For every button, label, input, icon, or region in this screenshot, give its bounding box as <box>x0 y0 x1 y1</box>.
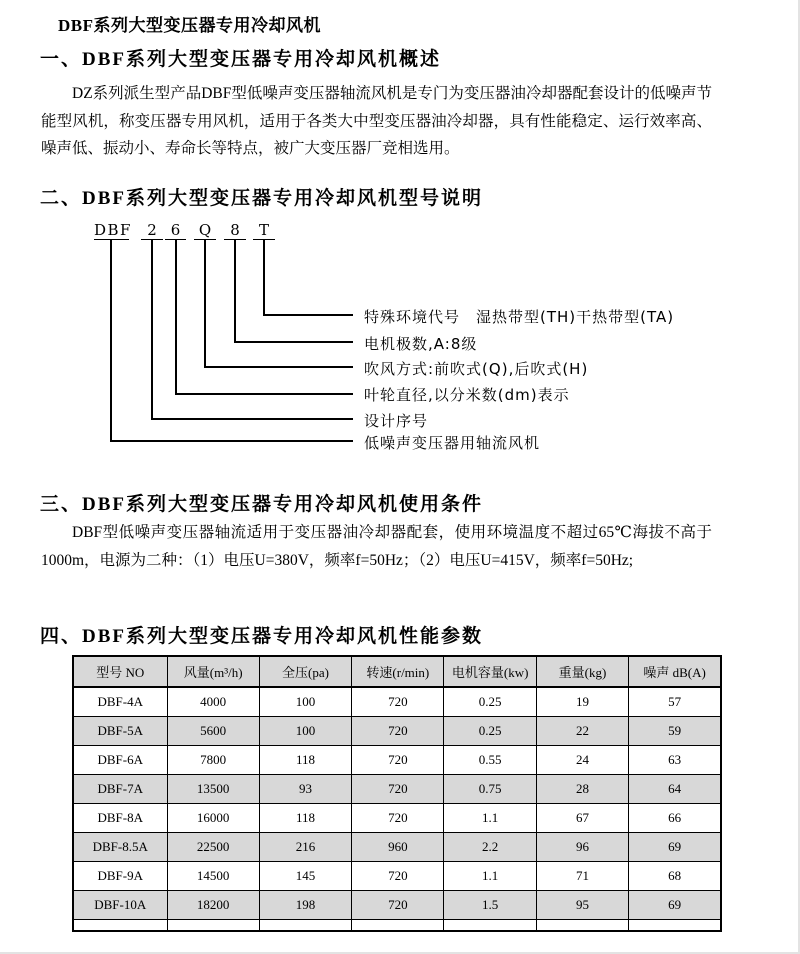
table-cell: 0.55 <box>444 745 536 774</box>
model-code-part-design-no: 2 <box>141 221 163 240</box>
diagram-vertical-line <box>263 240 265 314</box>
table-cell: 7800 <box>167 745 259 774</box>
table-cell: 64 <box>629 774 721 803</box>
table-cell: 63 <box>629 745 721 774</box>
page-title: DBF系列大型变压器专用冷却风机 <box>58 16 321 35</box>
table-cell: 100 <box>259 716 351 745</box>
table-cell: 1.1 <box>444 861 536 890</box>
table-cell: DBF-9A <box>73 861 167 890</box>
model-code-part-blow-mode: Q <box>194 221 216 240</box>
table-row <box>73 687 721 716</box>
table-cell: 198 <box>259 890 351 919</box>
table-cell: 13500 <box>167 774 259 803</box>
table-cell: 67 <box>536 803 628 832</box>
table-cell: 216 <box>259 832 351 861</box>
diagram-vertical-line <box>110 240 112 440</box>
table-row-cutoff <box>73 919 721 931</box>
table-header-cell: 型号 NO <box>73 656 167 687</box>
table-cell: 720 <box>352 803 444 832</box>
table-cell: DBF-4A <box>73 687 167 716</box>
table-cell: 24 <box>536 745 628 774</box>
table-cell: DBF-5A <box>73 716 167 745</box>
table-cell: 69 <box>629 890 721 919</box>
table-row <box>73 803 721 832</box>
table-cell: 2.2 <box>444 832 536 861</box>
section-2-heading: 二、DBF系列大型变压器专用冷却风机型号说明 <box>40 188 484 209</box>
diagram-horizontal-line <box>234 341 353 343</box>
table-header-cell: 全压(pa) <box>259 656 351 687</box>
table-cell: 57 <box>629 687 721 716</box>
table-row <box>73 716 721 745</box>
table-header-cell: 转速(r/min) <box>352 656 444 687</box>
table-cell: DBF-6A <box>73 745 167 774</box>
model-code-part-poles: 8 <box>224 221 246 240</box>
table-row <box>73 861 721 890</box>
diagram-label-blow-mode: 吹风方式:前吹式(Q),后吹式(H) <box>364 360 589 378</box>
diagram-horizontal-line <box>175 393 353 395</box>
diagram-label-poles: 电机极数,A:8级 <box>364 335 478 353</box>
table-cell: 720 <box>352 687 444 716</box>
table-cell: 100 <box>259 687 351 716</box>
table-cell: 1.1 <box>444 803 536 832</box>
diagram-vertical-line <box>204 240 206 366</box>
performance-table-wrap <box>72 655 725 940</box>
section-3-heading: 三、DBF系列大型变压器专用冷却风机使用条件 <box>40 494 484 515</box>
table-cell: 960 <box>352 832 444 861</box>
table-row <box>73 745 721 774</box>
table-cell: 720 <box>352 774 444 803</box>
table-cell: 0.25 <box>444 687 536 716</box>
table-cell: 720 <box>352 890 444 919</box>
table-header-cell: 风量(m³/h) <box>167 656 259 687</box>
table-cell: 59 <box>629 716 721 745</box>
table-cell: 95 <box>536 890 628 919</box>
table-row <box>73 832 721 861</box>
table-cell: 22 <box>536 716 628 745</box>
table-cell: 69 <box>629 832 721 861</box>
diagram-vertical-line <box>234 240 236 341</box>
table-cell: 0.25 <box>444 716 536 745</box>
table-cell: 720 <box>352 861 444 890</box>
table-row <box>73 890 721 919</box>
diagram-horizontal-line <box>110 440 353 442</box>
table-cell: 1.5 <box>444 890 536 919</box>
table-cell: DBF-8A <box>73 803 167 832</box>
diagram-label-environment: 特殊环境代号 湿热带型(TH)干热带型(TA) <box>364 308 675 326</box>
diagram-label-series: 低噪声变压器用轴流风机 <box>364 434 541 452</box>
section-1-heading: 一、DBF系列大型变压器专用冷却风机概述 <box>40 49 442 70</box>
table-cell: DBF-8.5A <box>73 832 167 861</box>
table-cell: 96 <box>536 832 628 861</box>
table-cell: 71 <box>536 861 628 890</box>
diagram-label-design-no: 设计序号 <box>364 412 429 430</box>
table-cell: 14500 <box>167 861 259 890</box>
table-cell: 145 <box>259 861 351 890</box>
table-cell: 28 <box>536 774 628 803</box>
table-header-cell: 电机容量(kw) <box>444 656 536 687</box>
table-cell: 22500 <box>167 832 259 861</box>
section-4-heading: 四、DBF系列大型变压器专用冷却风机性能参数 <box>40 626 484 647</box>
diagram-horizontal-line <box>263 314 353 316</box>
table-cell: DBF-7A <box>73 774 167 803</box>
section-3-paragraph: DBF型低噪声变压器轴流适用于变压器油冷却器配套，使用环境温度不超过65℃海拔不高于1000m，电源为二种：（1）电压U=380V，频率f=50Hz；（2）电压U=415V，频率f=50Hz; <box>41 524 712 569</box>
table-cell: 68 <box>629 861 721 890</box>
table-row <box>73 774 721 803</box>
table-cell: 5600 <box>167 716 259 745</box>
table-cell: 0.75 <box>444 774 536 803</box>
model-code-part-series: DBF <box>94 221 132 239</box>
performance-table <box>72 655 722 932</box>
diagram-vertical-line <box>175 240 177 393</box>
table-cell: 66 <box>629 803 721 832</box>
table-cell: 118 <box>259 745 351 774</box>
model-code-part-diameter: 6 <box>165 221 186 240</box>
diagram-vertical-line <box>151 240 153 418</box>
table-cell: 720 <box>352 745 444 774</box>
table-cell: 93 <box>259 774 351 803</box>
diagram-label-diameter: 叶轮直径,以分米数(dm)表示 <box>364 386 570 404</box>
diagram-horizontal-line <box>151 418 353 420</box>
table-cell: DBF-10A <box>73 890 167 919</box>
table-cell: 720 <box>352 716 444 745</box>
model-code-part-environment: T <box>253 221 275 240</box>
table-cell: 118 <box>259 803 351 832</box>
diagram-horizontal-line <box>204 366 353 368</box>
table-header-row <box>73 656 721 687</box>
table-cell: 16000 <box>167 803 259 832</box>
table-cell: 18200 <box>167 890 259 919</box>
table-header-cell: 重量(kg) <box>536 656 628 687</box>
table-header-cell: 噪声 dB(A) <box>629 656 721 687</box>
table-cell: 19 <box>536 687 628 716</box>
section-1-paragraph: DZ系列派生型产品DBF型低噪声变压器轴流风机是专门为变压器油冷却器配套设计的低噪声节能型风机，称变压器专用风机，适用于各类大中型变压器油冷却器，具有性能稳定、运行效率高、噪声低、振动小、寿命长等特点，被广大变压器厂竞相选用。 <box>41 85 712 157</box>
table-cell: 4000 <box>167 687 259 716</box>
